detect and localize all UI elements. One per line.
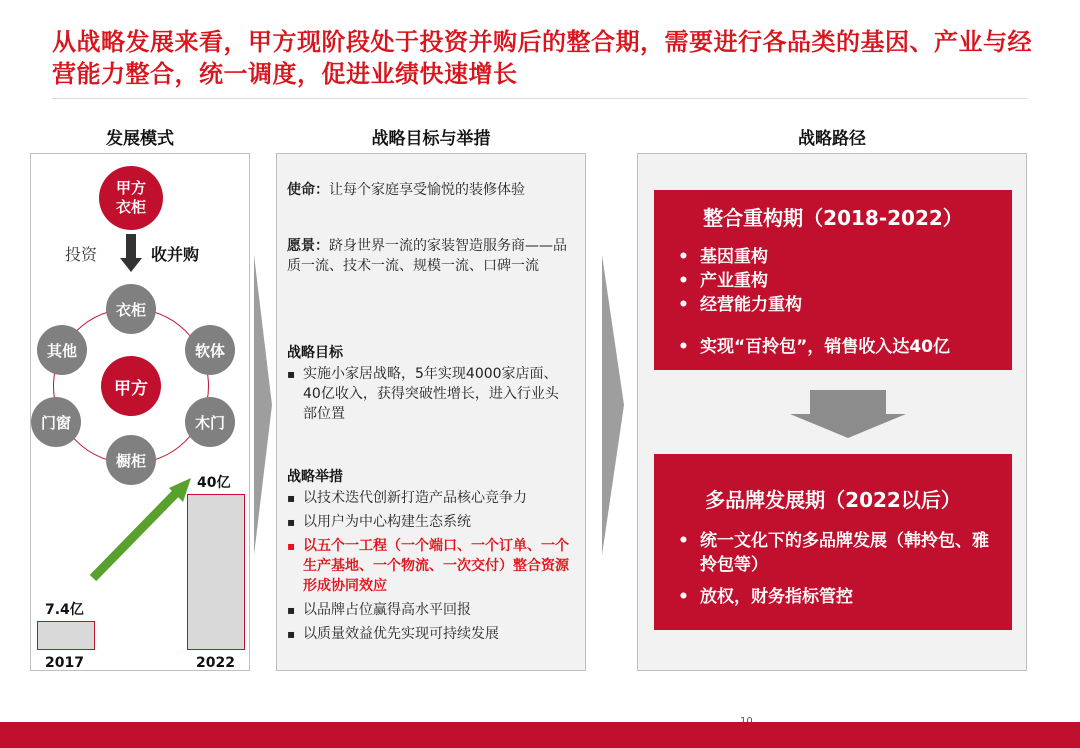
footer-bar bbox=[0, 722, 1080, 748]
revenue-value-2022: 40亿 bbox=[197, 475, 231, 491]
mission-text: 让每个家庭享受愉悦的装修体验 bbox=[329, 182, 525, 198]
action-item: ▪ 以技术迭代创新打造产品核心竞争力 bbox=[287, 488, 569, 508]
right-column-title: 战略路径 bbox=[798, 129, 866, 149]
slide-headline: 从战略发展来看，甲方现阶段处于投资并购后的整合期，需要进行各品类的基因、产业与经营能力整合，统一调度，促进业绩快速增长 bbox=[52, 28, 1032, 88]
middle-column-title: 战略目标与举措 bbox=[371, 129, 491, 149]
phase1-item: • 经营能力重构 bbox=[674, 293, 992, 317]
phase2-box bbox=[654, 454, 1012, 630]
action-item: ▪ 以用户为中心构建生态系统 bbox=[287, 512, 569, 532]
phase2-item: • 统一文化下的多品牌发展（韩拎包、雅拎包等） bbox=[674, 529, 992, 577]
phase1-list bbox=[674, 245, 992, 359]
phase1-item: • 基因重构 bbox=[674, 245, 992, 269]
growth-arrow-shaft bbox=[93, 492, 177, 578]
phase1-box bbox=[654, 190, 1012, 370]
vision-text: 跻身世界一流的家装智造服务商——品质一流、技术一流、规模一流、口碑一流 bbox=[287, 238, 567, 274]
chevron-arrow-left bbox=[252, 255, 274, 555]
ring-node-label: 软体 bbox=[194, 341, 225, 360]
action-item: ▪ 以品牌占位赢得高水平回报 bbox=[287, 600, 569, 620]
parent-company-label: 甲方衣柜 bbox=[115, 179, 146, 216]
vision-label: 愿景： bbox=[287, 238, 329, 254]
development-model-panel bbox=[30, 153, 250, 671]
strategy-goals-panel bbox=[276, 153, 586, 671]
revenue-value-2017: 7.4亿 bbox=[45, 602, 84, 618]
action-item-highlight: ▪ 以五个一工程（一个端口、一个订单、一个生产基地、一个物流、一次交付）整合资源形成协同效应 bbox=[287, 536, 569, 596]
ring-node-label: 橱柜 bbox=[115, 451, 146, 470]
acquire-label: 收并购 bbox=[151, 245, 200, 264]
phase2-list bbox=[674, 529, 992, 609]
vision-statement bbox=[287, 236, 577, 276]
ring-node-label: 门窗 bbox=[40, 413, 71, 432]
phase2-title: 多品牌发展期（2022以后） bbox=[705, 488, 961, 512]
phase1-item: • 产业重构 bbox=[674, 269, 992, 293]
ring-node-label: 其他 bbox=[46, 341, 77, 360]
strategic-goals-list bbox=[287, 364, 569, 428]
chevron-arrow-right bbox=[600, 255, 626, 555]
strategic-actions-title: 战略举措 bbox=[287, 469, 343, 485]
growth-arrow bbox=[31, 154, 251, 672]
strategic-actions-list bbox=[287, 488, 569, 648]
year-label-2017: 2017 bbox=[45, 655, 84, 671]
invest-label: 投资 bbox=[65, 245, 98, 264]
phase2-item: • 放权，财务指标管控 bbox=[674, 585, 992, 609]
mission-statement bbox=[287, 180, 577, 200]
mission-label: 使命： bbox=[287, 182, 329, 198]
ring-node-label: 衣柜 bbox=[115, 300, 146, 319]
left-column-title: 发展模式 bbox=[106, 129, 174, 149]
action-item: ▪ 以质量效益优先实现可持续发展 bbox=[287, 624, 569, 644]
strategic-path-panel bbox=[637, 153, 1027, 671]
phase1-result: • 实现“百拎包”，销售收入达40亿 bbox=[674, 335, 992, 359]
ring-node-label: 木门 bbox=[194, 413, 225, 432]
core-node-label: 甲方 bbox=[114, 378, 148, 399]
phase-transition-arrow bbox=[788, 390, 908, 440]
header-divider bbox=[52, 98, 1027, 99]
goal-item: ▪ 实施小家居战略，5年实现4000家店面、40亿收入，获得突破性增长，进入行业头部位置 bbox=[287, 364, 569, 424]
phase1-title: 整合重构期（2018-2022） bbox=[703, 206, 963, 230]
year-label-2022: 2022 bbox=[196, 655, 235, 671]
strategic-goals-title: 战略目标 bbox=[287, 345, 343, 361]
